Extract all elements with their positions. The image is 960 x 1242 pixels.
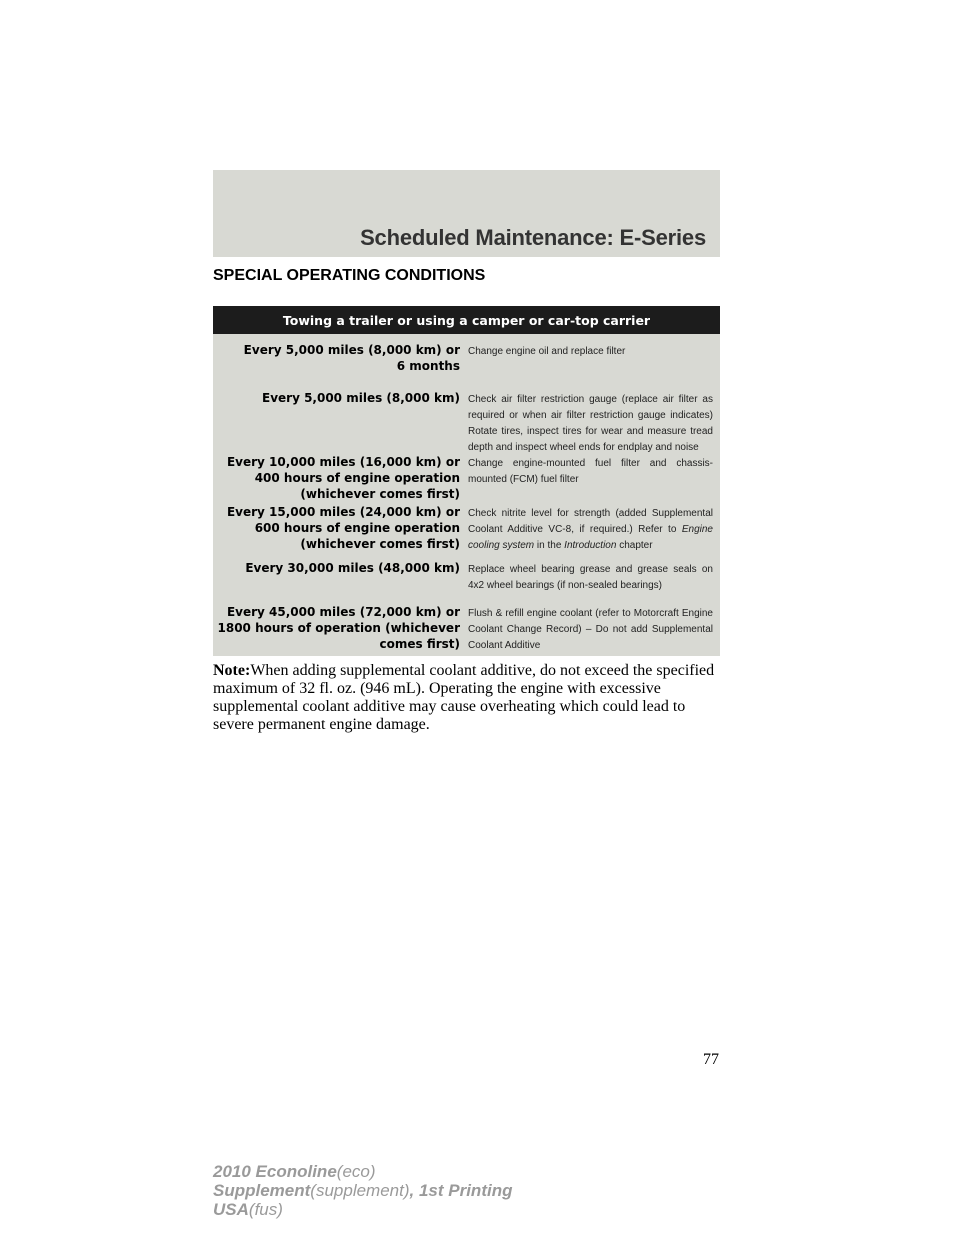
row-interval: Every 5,000 miles (8,000 km) [262,391,460,405]
row-service: Change engine-mounted fuel filter and chassis-mounted (FCM) fuel filter [468,458,713,485]
footer-doc-type: Supplement [213,1181,311,1200]
service-link-ref: Engine cooling system [468,524,713,551]
service-chapter-ref: Introduction [564,540,617,551]
footer-market-code: (fus) [248,1200,283,1219]
page-header-title: Scheduled Maintenance: E-Series [360,225,706,250]
page-number: 77 [703,1051,719,1068]
row-service: Change engine oil and replace filter [468,346,626,357]
footer-imprint [213,1162,512,1219]
note-label: Note: [213,662,251,679]
footer-market: USA [213,1200,249,1219]
row-interval: Every 10,000 miles (16,000 km) or 400 hours of engine operation (whichever comes first) [226,455,460,501]
footer-line-3 [213,1200,512,1219]
row-service: Check air filter restriction gauge (replace air filter as required or when air filter restriction gauge indicates) Rotate tires, inspect tires for wear and measure tread depth and inspect wheel ends for endplay and noise [468,394,713,453]
footer-printing: , 1st Printing [409,1181,513,1200]
row-service: Flush & refill engine coolant (refer to Motorcraft Engine Coolant Change Record) – Do not add Supplemental Coolant Additive [468,608,713,651]
note-paragraph [213,662,723,734]
footer-line-1 [213,1162,512,1181]
footer-model-code: (eco) [336,1162,376,1181]
maintenance-table [213,306,720,656]
header-band [213,170,720,257]
section-heading: SPECIAL OPERATING CONDITIONS [213,267,486,284]
row-service [468,506,713,554]
row-interval: Every 15,000 miles (24,000 km) or 600 hours of engine operation (whichever comes first) [226,505,460,551]
row-interval: Every 30,000 miles (48,000 km) [245,561,460,575]
service-text: chapter [616,540,653,551]
footer-doc-code: (supplement) [310,1181,410,1200]
row-service: Replace wheel bearing grease and grease seals on 4x2 wheel bearings (if non-sealed bearings) [468,564,713,591]
service-text: Check nitrite level for strength (added Supplemental Coolant Additive VC-8, if required.) Refer to [468,508,713,535]
footer-model: 2010 Econoline [213,1162,337,1181]
row-interval: Every 5,000 miles (8,000 km) or 6 months [243,343,460,373]
note-text: When adding supplemental coolant additive, do not exceed the specified maximum of 32 fl. oz. (946 mL). Operating the engine with excessive supplemental coolant additive may cause overheating which could lead to severe permanent engine damage. [213,662,715,733]
table-heading: Towing a trailer or using a camper or car-top carrier [213,306,720,334]
service-text: in the [534,540,565,551]
footer-line-2 [213,1181,512,1200]
row-interval: Every 45,000 miles (72,000 km) or 1800 hours of operation (whichever comes first) [217,605,460,651]
